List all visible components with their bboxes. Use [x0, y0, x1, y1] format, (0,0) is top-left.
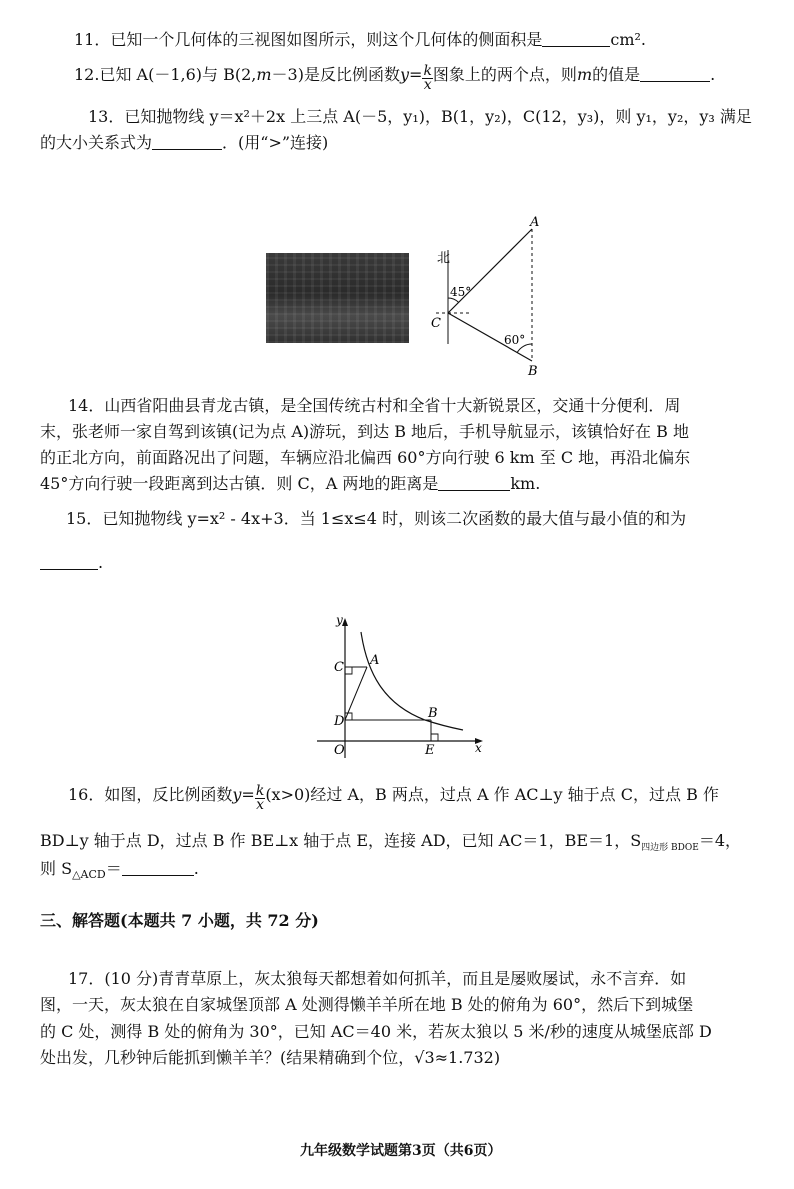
question-16-var-y: y [232, 785, 242, 804]
answer-blank-12 [640, 65, 710, 82]
question-16-line-2 [40, 830, 741, 859]
label-point-E: E [425, 743, 435, 758]
question-11-text: 11．已知一个几何体的三视图如图所示，则这个几何体的侧面积是 [74, 30, 543, 49]
figure-14-diagram [420, 212, 550, 382]
segment-AD [345, 667, 367, 720]
fraction-denominator: x [256, 797, 265, 813]
question-17-line-1: 17．(10 分)青青草原上，灰太狼每天都想着如何抓羊，而且是屡败屡试，永不言弃．如 [68, 969, 687, 988]
answer-blank-14 [438, 474, 510, 491]
right-angle-mark-E [431, 734, 438, 741]
label-point-B: B [428, 706, 438, 721]
question-14-line-3: 的正北方向，前面路况出了问题，车辆应沿北偏西 60°方向行驶 6 km 至 C 地，再沿北偏东 [40, 448, 691, 467]
label-angle-60: 60° [504, 333, 526, 347]
town-photo [266, 253, 409, 343]
question-14-line-2: 末，张老师一家自驾到该镇(记为点 A)游玩，到达 B 地后，手机导航显示，该镇恰好在 B 地 [40, 422, 689, 441]
label-point-C: C [431, 316, 441, 331]
segment-CA [448, 229, 532, 313]
label-point-A: A [370, 653, 380, 668]
question-16-text-e: 则 S [40, 859, 73, 878]
question-12-end: . [710, 65, 716, 84]
question-14-line-1: 14．山西省阳曲县青龙古镇，是全国传统古村和全省十大新锐景区，交通十分便利．周 [68, 396, 681, 415]
question-16-equals: = [241, 785, 255, 804]
question-11-unit: cm². [610, 30, 647, 49]
section-3-heading: 三、解答题(本题共 7 小题，共 72 分) [40, 911, 319, 930]
question-16-line-1 [68, 784, 719, 812]
question-14-unit: km. [510, 474, 541, 493]
question-11 [74, 29, 646, 51]
label-point-O: O [334, 743, 345, 758]
question-15-line-2 [40, 552, 103, 574]
question-16-text-d: ＝4， [698, 831, 741, 850]
question-16-fraction [255, 785, 265, 812]
y-axis-arrow [342, 618, 348, 626]
hyperbola-curve [361, 632, 463, 730]
label-axis-y: y [336, 613, 343, 627]
question-17-line-3: 的 C 处，测得 B 处的俯角为 30°，已知 AC＝40 米，若灰太狼以 5 米/秒的速度从城堡底部 D [40, 1022, 712, 1041]
answer-blank-11 [542, 30, 610, 47]
question-16-end: . [193, 859, 199, 878]
fraction-denominator: x [423, 77, 432, 93]
question-14-line-4 [40, 473, 540, 495]
fraction-numerator: k [255, 783, 265, 799]
question-12 [74, 64, 715, 92]
question-13-text-b: ．(用“>”连接) [222, 133, 329, 152]
question-16-text-a: 16．如图，反比例函数 [68, 785, 233, 804]
right-angle-mark-C [345, 667, 352, 674]
question-12-equals: = [409, 65, 423, 84]
label-axis-x: x [475, 741, 482, 755]
question-12-fraction [422, 65, 432, 92]
question-16-subscript-bdoe: 四边形 BDOE [641, 843, 699, 854]
question-12-var-m2: m [576, 65, 593, 84]
question-17-line-4: 处出发，几秒钟后能抓到懒羊羊？(结果精确到个位，√3≈1.732) [40, 1048, 501, 1067]
question-12-text-d: 的值是 [592, 65, 641, 84]
figure-16-graph [315, 612, 490, 762]
question-16-line-3 [40, 858, 199, 886]
question-12-var-y: y [399, 65, 410, 84]
label-point-C: C [334, 660, 344, 675]
label-point-A: A [530, 215, 540, 230]
question-15-end: . [98, 553, 104, 572]
label-angle-45: 45° [450, 285, 472, 299]
question-15-line-1: 15．已知抛物线 y=x² - 4x+3．当 1≤x≤4 时，则该二次函数的最大值与最小值的和为 [66, 509, 687, 528]
answer-blank-16 [122, 859, 194, 876]
question-16-text-b: (x>0)经过 A，B 两点，过点 A 作 AC⊥y 轴于点 C，过点 B 作 [265, 785, 719, 804]
answer-blank-15 [40, 553, 98, 570]
question-17-line-2: 图，一天，灰太狼在自家城堡顶部 A 处测得懒羊羊所在地 B 处的俯角为 60°，然后下到城堡 [40, 995, 694, 1014]
question-16-subscript-acd: △ACD [72, 868, 106, 882]
page-footer: 九年级数学试题第3页（共6页） [300, 1143, 502, 1159]
label-point-B: B [528, 364, 538, 379]
question-12-text-a: 12.已知 A(－1,6)与 B(2, [74, 65, 257, 84]
question-13-line-1: 13．已知抛物线 y＝x²＋2x 上三点 A(－5，y₁)，B(1，y₂)，C(12，y₃)，则 y₁，y₂，y₃ 满足 [88, 107, 752, 126]
question-14-text-a: 45°方向行驶一段距离到达古镇．则 C，A 两地的距离是 [40, 474, 439, 493]
question-16-equals-2: ＝ [105, 859, 122, 878]
question-12-text-b: －3)是反比例函数 [271, 65, 400, 84]
fraction-numerator: k [423, 63, 432, 79]
question-13-line-2 [40, 132, 328, 154]
answer-blank-13 [152, 133, 222, 150]
question-13-text-a: 的大小关系式为 [40, 133, 153, 152]
question-16-text-c: BD⊥y 轴于点 D，过点 B 作 BE⊥x 轴于点 E，连接 AD，已知 AC＝1，BE＝1，S [40, 831, 642, 850]
label-point-D: D [334, 714, 345, 729]
question-12-var-m: m [256, 65, 272, 84]
question-12-text-c: 图象上的两个点，则 [432, 65, 577, 84]
label-north: 北 [437, 251, 451, 266]
